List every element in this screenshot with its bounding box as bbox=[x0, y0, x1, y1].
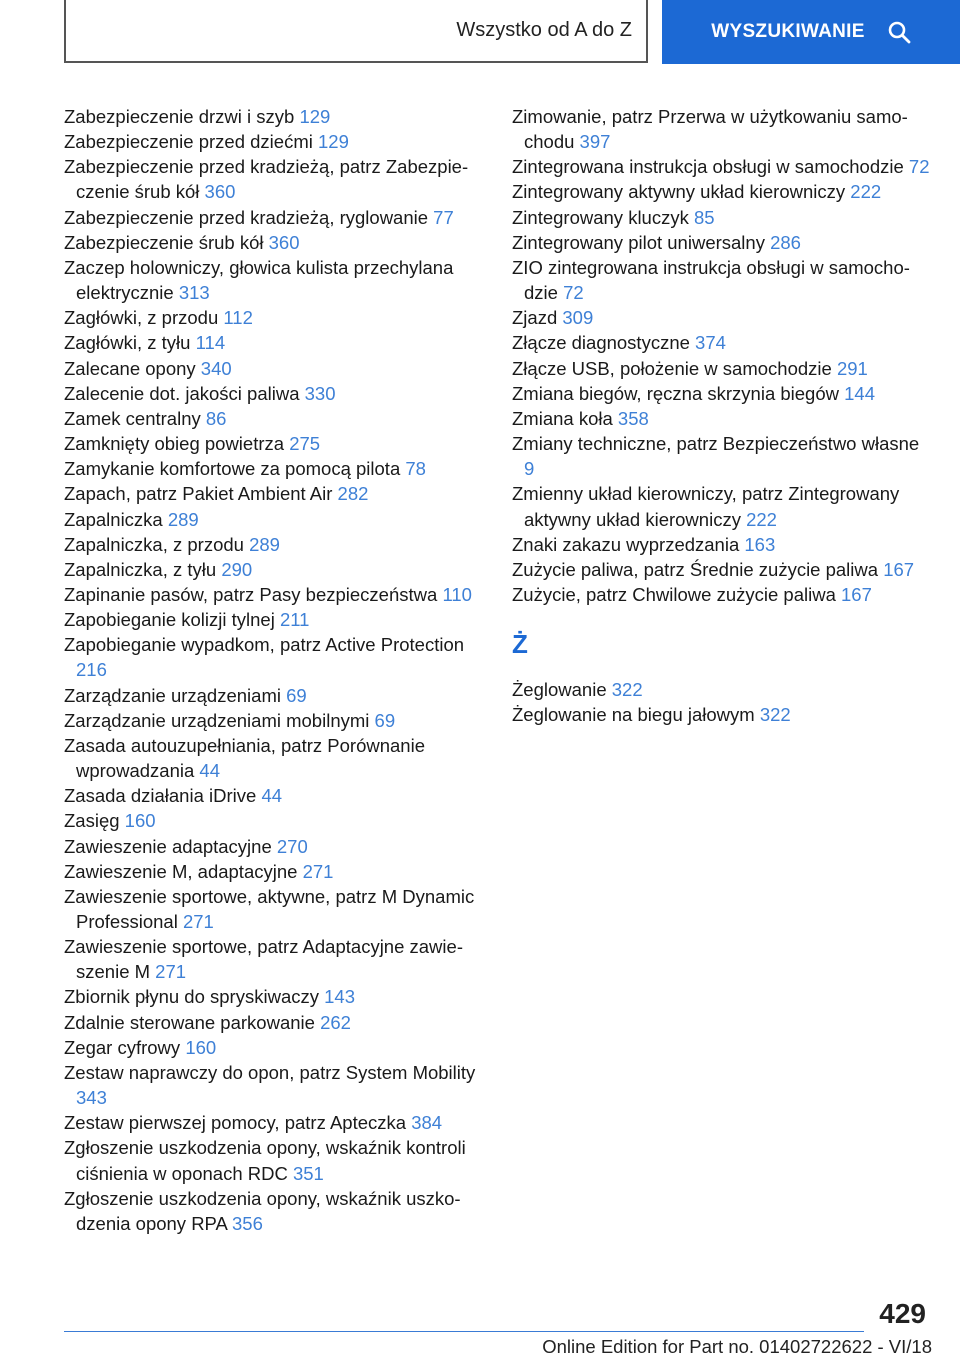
index-entry-page-link[interactable]: 86 bbox=[205, 407, 227, 429]
index-entry-page-link[interactable]: 358 bbox=[617, 407, 649, 429]
index-entry-page-link[interactable]: 289 bbox=[249, 533, 280, 555]
index-entry[interactable] bbox=[64, 984, 484, 1009]
index-entry-page-link[interactable]: 167 bbox=[883, 558, 915, 580]
index-entry-text: Zbiornik płynu do spryskiwaczy bbox=[64, 986, 319, 1008]
index-entry-page-link[interactable]: 211 bbox=[279, 609, 310, 631]
index-entry-text: Zabezpieczenie przed kradzieżą, ryglowanie bbox=[64, 206, 429, 228]
index-entry-page-link[interactable]: 262 bbox=[320, 1011, 351, 1033]
index-entry-text: Zestaw naprawczy do opon, patrz System Mobility bbox=[64, 1061, 476, 1083]
index-list-right bbox=[512, 104, 932, 607]
index-entry-text: Zabezpieczenie śrub kół bbox=[64, 231, 264, 253]
index-entry-text: Zużycie paliwa, patrz Średnie zużycie paliwa bbox=[512, 558, 879, 580]
index-entry[interactable] bbox=[512, 330, 932, 355]
index-entry-page-link[interactable]: 77 bbox=[433, 206, 454, 228]
index-entry[interactable] bbox=[64, 431, 484, 456]
index-entry[interactable] bbox=[512, 677, 932, 702]
index-entry[interactable] bbox=[64, 1135, 484, 1185]
index-entry-page-link[interactable]: 356 bbox=[232, 1212, 263, 1234]
index-entry-text: Zużycie, patrz Chwilowe zużycie paliwa bbox=[512, 583, 836, 605]
index-entry-text: Zamek centralny bbox=[64, 407, 201, 429]
index-entry[interactable] bbox=[64, 733, 484, 783]
index-entry-text: Zamykanie komfortowe za pomocą pilota bbox=[64, 458, 401, 480]
index-entry-page-link[interactable]: 343 bbox=[76, 1087, 107, 1109]
index-entry-text: Zawieszenie M, adaptacyjne bbox=[64, 860, 298, 882]
index-entry-text: Zjazd bbox=[512, 307, 558, 329]
index-entry-page-link[interactable]: 374 bbox=[695, 332, 726, 354]
index-entry-text: Zintegrowany kluczyk bbox=[512, 206, 689, 228]
index-entry-text: Zintegrowany pilot uniwersalny bbox=[512, 231, 765, 253]
index-entry[interactable] bbox=[512, 230, 932, 255]
index-entry-page-link[interactable]: 78 bbox=[405, 458, 426, 480]
index-entry-page-link[interactable]: 384 bbox=[411, 1112, 443, 1134]
index-entry-page-link[interactable]: 129 bbox=[299, 106, 331, 127]
index-entry[interactable] bbox=[512, 154, 932, 179]
index-entry-page-link[interactable]: 330 bbox=[304, 382, 336, 404]
index-entry-text: Zarządzanie urządzeniami bbox=[64, 684, 281, 706]
index-entry[interactable] bbox=[64, 507, 484, 532]
index-entry-text: Zapobieganie wypadkom, patrz Active Protection bbox=[64, 634, 465, 656]
index-entry-text: Zintegrowana instrukcja obsługi w samochodzie bbox=[512, 156, 904, 178]
index-entry[interactable] bbox=[512, 205, 932, 230]
tab-a-to-z[interactable] bbox=[64, 0, 648, 63]
index-entry-text: Zintegrowany aktywny układ kierowniczy bbox=[512, 181, 846, 203]
index-entry-page-link[interactable]: 271 bbox=[182, 911, 214, 932]
index-entry[interactable] bbox=[64, 1060, 484, 1110]
index-column-right bbox=[512, 104, 932, 727]
index-entry-page-link[interactable]: 222 bbox=[746, 508, 777, 530]
index-entry-page-link[interactable]: 286 bbox=[770, 231, 801, 253]
index-entry[interactable] bbox=[64, 1035, 484, 1060]
index-entry[interactable] bbox=[64, 582, 484, 607]
index-entry-text: Zapalniczka bbox=[64, 508, 163, 530]
index-entry[interactable] bbox=[64, 330, 484, 355]
section-letter: Ż bbox=[512, 629, 528, 660]
footer-divider bbox=[64, 1331, 864, 1332]
index-entry-page-link[interactable]: 322 bbox=[611, 679, 643, 701]
index-entry-text: Zmiany techniczne, patrz Bezpieczeństwo własne bbox=[512, 433, 920, 455]
index-entry-text: Zabezpieczenie przed dziećmi bbox=[64, 131, 313, 153]
index-entry-text: Zmienny układ kierowniczy, patrz Zintegrowany aktywny układ kierowniczy bbox=[512, 483, 900, 530]
index-entry[interactable] bbox=[64, 456, 484, 481]
index-entry-page-link[interactable]: 160 bbox=[124, 810, 156, 832]
index-entry[interactable] bbox=[512, 305, 932, 330]
index-entry-page-link[interactable]: 290 bbox=[221, 558, 253, 580]
page-number: 429 bbox=[879, 1298, 926, 1329]
index-entry[interactable] bbox=[64, 381, 484, 406]
tab-search-label: WYSZUKIWANIE bbox=[711, 21, 865, 42]
index-entry-text: Zasięg bbox=[64, 810, 120, 832]
index-entry[interactable] bbox=[64, 1010, 484, 1035]
index-entry[interactable] bbox=[64, 406, 484, 431]
index-entry-page-link[interactable]: 167 bbox=[841, 583, 872, 605]
index-entry-text: Zapinanie pasów, patrz Pasy bezpieczeństwa bbox=[64, 583, 438, 605]
index-entry[interactable] bbox=[512, 481, 932, 531]
index-entry-text: Zasada działania iDrive bbox=[64, 785, 257, 807]
index-entry[interactable] bbox=[64, 305, 484, 330]
index-entry-page-link[interactable]: 270 bbox=[276, 835, 308, 857]
index-entry-page-link[interactable]: 340 bbox=[200, 357, 232, 379]
index-entry-text: Złącze USB, położenie w samochodzie bbox=[512, 357, 832, 379]
index-entry-text: Zapach, patrz Pakiet Ambient Air bbox=[64, 483, 333, 505]
index-entry-page-link[interactable]: 163 bbox=[744, 533, 776, 555]
index-entry-text: Zalecane opony bbox=[64, 357, 196, 379]
tab-search[interactable] bbox=[662, 0, 960, 64]
index-entry-page-link[interactable]: 112 bbox=[223, 307, 253, 329]
index-entry[interactable] bbox=[64, 934, 484, 984]
index-entry-text: Żeglowanie na biegu jałowym bbox=[512, 704, 755, 726]
index-entry[interactable] bbox=[512, 255, 932, 305]
index-entry-page-link[interactable]: 144 bbox=[844, 382, 876, 404]
index-entry[interactable] bbox=[64, 708, 484, 733]
index-entry-page-link[interactable]: 360 bbox=[204, 181, 236, 203]
index-entry[interactable] bbox=[64, 356, 484, 381]
index-entry[interactable] bbox=[64, 255, 484, 305]
magnifier-icon bbox=[887, 20, 911, 44]
index-entry[interactable] bbox=[64, 104, 484, 129]
index-entry[interactable] bbox=[64, 859, 484, 884]
index-entry[interactable] bbox=[64, 1186, 484, 1236]
index-entry-page-link[interactable]: 160 bbox=[185, 1036, 217, 1058]
index-entry[interactable] bbox=[512, 431, 932, 481]
index-entry-page-link[interactable]: 322 bbox=[759, 704, 791, 726]
index-entry-text: Zegar cyfrowy bbox=[64, 1036, 181, 1058]
index-entry[interactable] bbox=[64, 834, 484, 859]
index-entry[interactable] bbox=[64, 129, 484, 154]
index-entry[interactable] bbox=[64, 808, 484, 833]
index-entry-text: Zabezpieczenie drzwi i szyb bbox=[64, 106, 295, 127]
index-entry-text: Zgłoszenie uszkodzenia opony, wskaźnik uszkodzenia opony RPA bbox=[64, 1187, 461, 1234]
index-entry-text: Zdalnie sterowane parkowanie bbox=[64, 1011, 315, 1033]
index-entry[interactable] bbox=[64, 1110, 484, 1135]
index-entry-text: Zgłoszenie uszkodzenia opony, wskaźnik kontroli ciśnienia w oponach RDC bbox=[64, 1137, 466, 1184]
index-entry-text: Zarządzanie urządzeniami mobilnymi bbox=[64, 709, 370, 731]
index-entry-page-link[interactable]: 143 bbox=[324, 986, 355, 1008]
index-entry-page-link[interactable]: 129 bbox=[318, 131, 349, 153]
index-entry-page-link[interactable]: 110 bbox=[442, 583, 472, 605]
index-entry-text: Zawieszenie sportowe, aktywne, patrz M Dynamic Professional bbox=[64, 885, 475, 932]
index-entry-page-link[interactable]: 275 bbox=[289, 433, 321, 455]
index-entry-text: Zamknięty obieg powietrza bbox=[64, 433, 285, 455]
index-entry[interactable] bbox=[64, 481, 484, 506]
index-entry[interactable] bbox=[64, 154, 484, 204]
index-entry[interactable] bbox=[64, 607, 484, 632]
index-entry-text: Zawieszenie adaptacyjne bbox=[64, 835, 272, 857]
index-entry-page-link[interactable]: 44 bbox=[199, 760, 220, 782]
index-entry-page-link[interactable]: 313 bbox=[178, 282, 210, 304]
index-entry[interactable] bbox=[64, 532, 484, 557]
index-entry-text: Zmiana koła bbox=[512, 407, 613, 429]
index-entry[interactable] bbox=[512, 356, 932, 381]
index-entry-page-link[interactable]: 282 bbox=[337, 483, 369, 505]
index-entry[interactable] bbox=[512, 582, 932, 607]
index-entry-text: Zapalniczka, z przodu bbox=[64, 533, 244, 555]
index-entry-page-link[interactable]: 351 bbox=[292, 1162, 324, 1184]
index-entry-text: Zagłówki, z przodu bbox=[64, 307, 219, 329]
index-entry-page-link[interactable]: 360 bbox=[268, 231, 300, 253]
index-entry-text: Zapalniczka, z tyłu bbox=[64, 558, 217, 580]
index-entry[interactable] bbox=[512, 702, 932, 727]
index-entry-page-link[interactable]: 69 bbox=[286, 684, 307, 706]
index-entry-page-link[interactable]: 44 bbox=[261, 785, 283, 807]
index-entry[interactable] bbox=[64, 683, 484, 708]
index-entry-text: Złącze diagnostyczne bbox=[512, 332, 690, 354]
index-entry[interactable] bbox=[512, 179, 932, 204]
index-entry-text: Zapobieganie kolizji tylnej bbox=[64, 609, 275, 631]
tab-a-to-z-label: Wszystko od A do Z bbox=[456, 19, 632, 41]
index-entry-text: Znaki zakazu wyprzedzania bbox=[512, 533, 740, 555]
index-entry[interactable] bbox=[512, 406, 932, 431]
index-entry-page-link[interactable]: 72 bbox=[563, 282, 584, 304]
index-entry-text: Zmiana biegów, ręczna skrzynia biegów bbox=[512, 382, 839, 404]
footer-text: Online Edition for Part no. 01402722622 - VI/18 bbox=[542, 1336, 932, 1357]
index-entry-page-link[interactable]: 397 bbox=[579, 131, 611, 153]
index-entry[interactable] bbox=[64, 230, 484, 255]
index-entry[interactable] bbox=[64, 557, 484, 582]
index-entry-page-link[interactable]: 291 bbox=[836, 357, 868, 379]
index-entry-text: ZIO zintegrowana instrukcja obsługi w samochodzie bbox=[512, 256, 910, 304]
index-entry-page-link[interactable]: 216 bbox=[76, 659, 107, 681]
index-entry-text: Zawieszenie sportowe, patrz Adaptacyjne zawieszenie M bbox=[64, 936, 463, 983]
index-entry-page-link[interactable]: 85 bbox=[693, 206, 715, 228]
index-entry[interactable] bbox=[64, 884, 484, 934]
index-entry-text: Zasada autouzupełniania, patrz Porównanie wprowadzania bbox=[64, 734, 425, 782]
index-entry-text: Zimowanie, patrz Przerwa w użytkowaniu samochodu bbox=[512, 106, 908, 153]
index-entry-text: Zabezpieczenie przed kradzieżą, patrz Zabezpieczenie śrub kół bbox=[64, 156, 469, 203]
index-entry-page-link[interactable]: 309 bbox=[562, 307, 594, 329]
index-entry-text: Zaczep holowniczy, głowica kulista przechylana elektrycznie bbox=[64, 256, 454, 304]
index-entry-page-link[interactable]: 114 bbox=[195, 332, 226, 354]
index-entry-text: Zalecenie dot. jakości paliwa bbox=[64, 382, 300, 404]
index-entry[interactable] bbox=[512, 532, 932, 557]
index-entry-page-link[interactable]: 289 bbox=[167, 508, 199, 530]
index-entry-page-link[interactable]: 271 bbox=[302, 860, 334, 882]
index-column-left bbox=[64, 104, 484, 1236]
index-entry-page-link[interactable]: 69 bbox=[374, 709, 396, 731]
index-list-section bbox=[512, 677, 932, 727]
index-entry[interactable] bbox=[512, 381, 932, 406]
index-entry-text: Żeglowanie bbox=[512, 679, 607, 701]
index-entry[interactable] bbox=[64, 632, 484, 682]
index-entry-text: Zagłówki, z tyłu bbox=[64, 332, 191, 354]
index-entry[interactable] bbox=[512, 557, 932, 582]
index-entry-text: Zestaw pierwszej pomocy, patrz Apteczka bbox=[64, 1112, 407, 1134]
index-entry-page-link[interactable]: 271 bbox=[155, 961, 187, 983]
index-entry[interactable] bbox=[512, 104, 932, 154]
index-entry[interactable] bbox=[64, 205, 484, 230]
index-entry-page-link[interactable]: 222 bbox=[850, 181, 882, 203]
index-entry-page-link[interactable]: 9 bbox=[524, 458, 535, 480]
index-entry-page-link[interactable]: 72 bbox=[908, 156, 930, 178]
index-entry[interactable] bbox=[64, 783, 484, 808]
